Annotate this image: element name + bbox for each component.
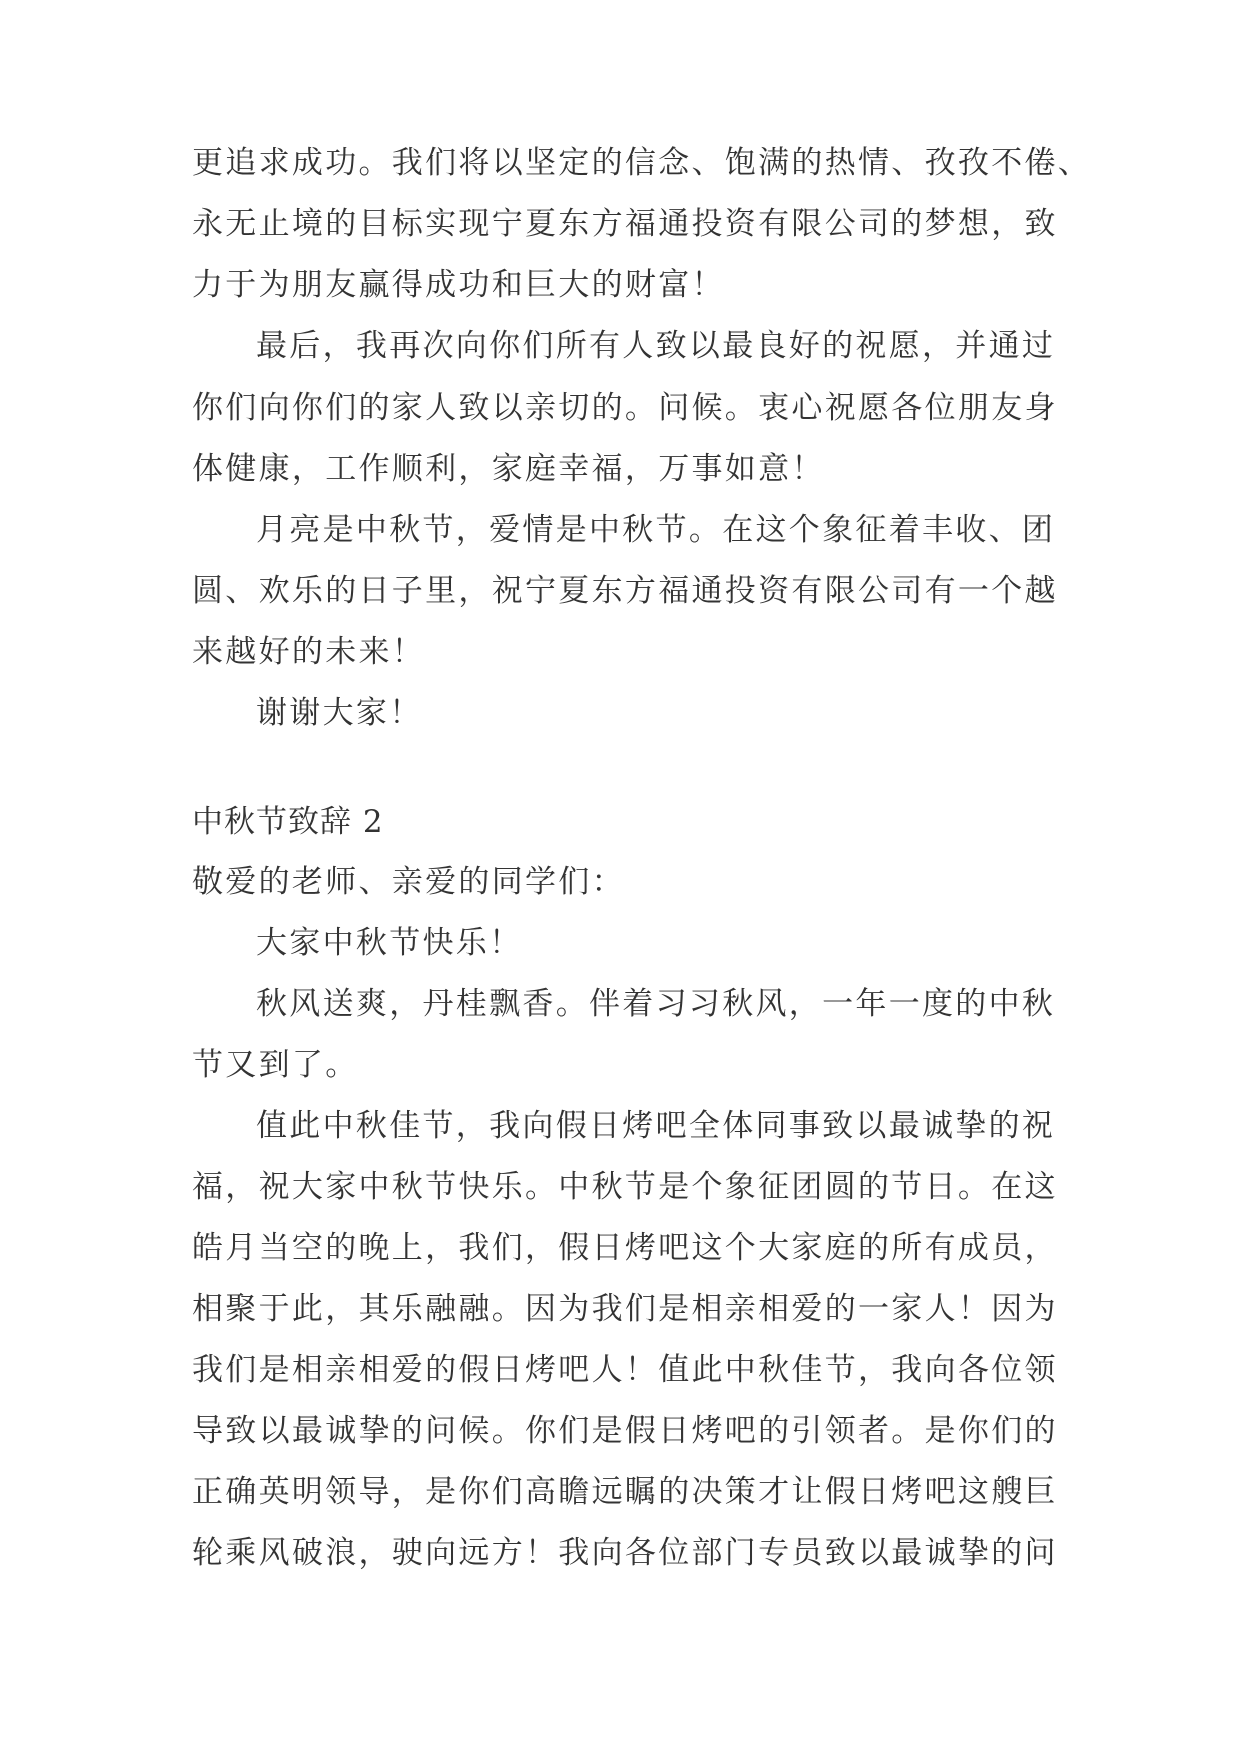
paragraph-line: 大家中秋节快乐！ [256,925,523,961]
paragraph-line: 节又到了。 [192,1047,359,1083]
paragraph-line: 力于为朋友赢得成功和巨大的财富！ [192,267,725,303]
paragraph-line: 秋风送爽，丹桂飘香。伴着习习秋风，一年一度的中秋 [256,986,1056,1022]
paragraph-line: 皓月当空的晚上，我们，假日烤吧这个大家庭的所有成员， [192,1230,1058,1266]
paragraph-line: 轮乘风破浪，驶向远方！我向各位部门专员致以最诚挚的问 [192,1535,1058,1571]
paragraph-line: 更追求成功。我们将以坚定的信念、饱满的热情、孜孜不倦、 [192,145,1092,181]
paragraph-line: 最后，我再次向你们所有人致以最良好的祝愿，并通过 [256,328,1056,364]
section-title: 中秋节致辞 2 [192,804,384,840]
salutation: 敬爱的老师、亲爱的同学们： [192,864,625,900]
paragraph-line: 你们向你们的家人致以亲切的。问候。衷心祝愿各位朋友身 [192,390,1058,426]
paragraph-line: 我们是相亲相爱的假日烤吧人！值此中秋佳节，我向各位领 [192,1352,1058,1388]
paragraph-line: 相聚于此，其乐融融。因为我们是相亲相爱的一家人！因为 [192,1291,1058,1327]
paragraph-line: 体健康，工作顺利，家庭幸福，万事如意！ [192,451,825,487]
paragraph-line: 永无止境的目标实现宁夏东方福通投资有限公司的梦想，致 [192,206,1058,242]
paragraph-line: 导致以最诚挚的问候。你们是假日烤吧的引领者。是你们的 [192,1413,1058,1449]
paragraph-line: 月亮是中秋节，爱情是中秋节。在这个象征着丰收、团 [256,512,1056,548]
paragraph-line: 福，祝大家中秋节快乐。中秋节是个象征团圆的节日。在这 [192,1169,1058,1205]
paragraph-line: 来越好的未来！ [192,634,426,670]
paragraph-line: 圆、欢乐的日子里，祝宁夏东方福通投资有限公司有一个越 [192,573,1058,609]
paragraph-line: 值此中秋佳节，我向假日烤吧全体同事致以最诚挚的祝 [256,1108,1056,1144]
closing-line: 谢谢大家！ [256,695,423,731]
paragraph-line: 正确英明领导，是你们高瞻远瞩的决策才让假日烤吧这艘巨 [192,1474,1058,1510]
